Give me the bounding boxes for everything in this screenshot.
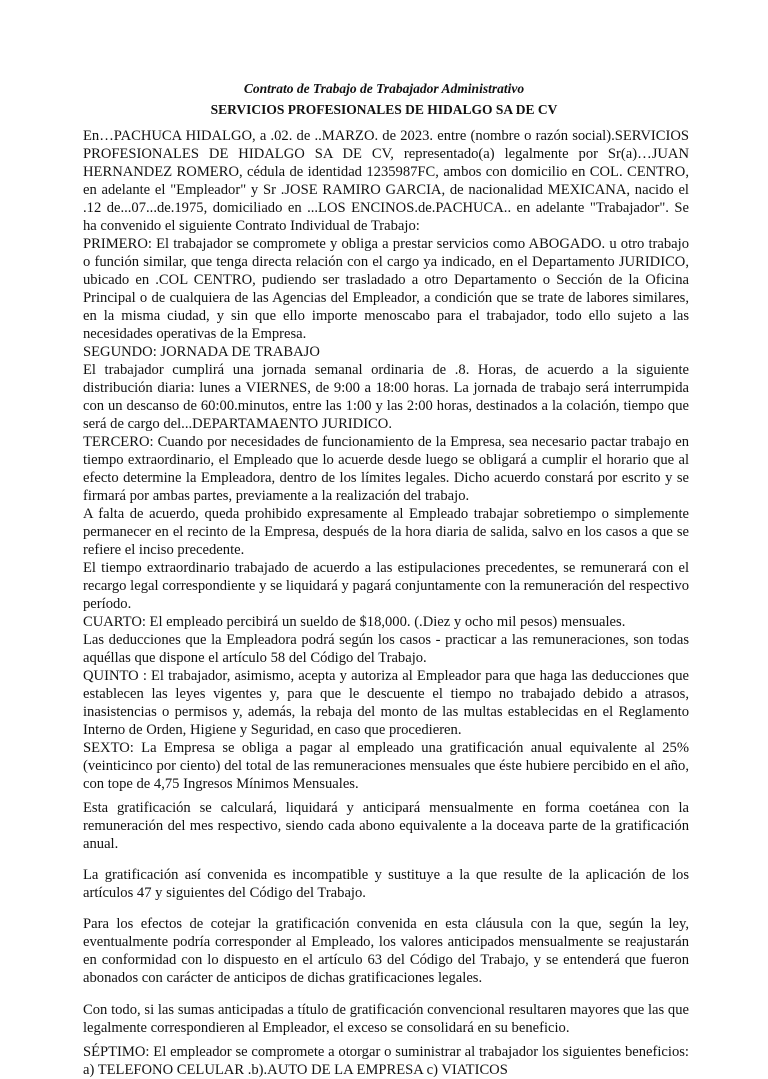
paragraph-gratificacion-exceso: Con todo, si las sumas anticipadas a título de gratificación convencional resultaren mayores que las que legalmente correspondieren al Empleador, el exceso se consolidará en su beneficio.	[83, 1002, 689, 1036]
paragraph-clause-segundo-heading: SEGUNDO: JORNADA DE TRABAJO	[83, 344, 320, 360]
paragraph-tiempo-extraordinario: El tiempo extraordinario trabajado de acuerdo a las estipulaciones precedentes, se remunerará con el recargo legal correspondiente y se liquidará y pagará conjuntamente con la remuneración del respectivo período.	[83, 560, 689, 612]
paragraph-clause-primero: PRIMERO: El trabajador se compromete y obliga a prestar servicios como ABOGADO. u otro trabajo o función similar, que tenga directa relación con el cargo ya indicado, en el Departamento JURIDICO, ubicado en .COL CENTRO, pudiendo ser trasladado a otro Departamento o Sección de la Oficina Principal o de cualquiera de las Agencias del Empleador, a condición que se trate de labores similares, en la misma ciudad, y sin que ello importe menoscabo para el trabajador, todo ello sujeto a las necesidades operativas de la Empresa.	[83, 236, 689, 342]
paragraph-gratificacion-cotejo: Para los efectos de cotejar la gratificación convenida en esta cláusula con la que, según la ley, eventualmente podría corresponder al Empleado, los valores anticipados mensualmente se reajustarán en conformidad con lo dispuesto en el artículo 63 del Código del Trabajo, y se entenderá que fueron abonados con carácter de anticipos de dichas gratificaciones legales.	[83, 916, 689, 986]
paragraph-clause-tercero: TERCERO: Cuando por necesidades de funcionamiento de la Empresa, sea necesario pactar trabajo en tiempo extraordinario, el Empleado que lo acuerde desde luego se obligará a cumplir el horario que al efecto determine la Empleadora, dentro de los límites legales. Dicho acuerdo constará por escrito y se firmará por ambas partes, previamente a la realización del trabajo.	[83, 434, 689, 504]
document-title: Contrato de Trabajo de Trabajador Administrativo	[243, 81, 525, 96]
paragraph-gratificacion-calculo: Esta gratificación se calculará, liquidará y anticipará mensualmente en forma coetánea con la remuneración del mes respectivo, siendo cada abono equivalente a la doceava parte de la gratificación anual.	[83, 800, 689, 852]
document-body	[83, 127, 689, 1079]
paragraph-parties: En…PACHUCA HIDALGO, a .02. de ..MARZO. de 2023. entre (nombre o razón social).SERVICIOS PROFESIONALES DE HIDALGO SA DE CV, representado(a) legalmente por Sr(a)…JUAN HERNANDEZ ROMERO, cédula de identidad 1235987FC, ambos con domicilio en COL. CENTRO, en adelante el "Empleador" y Sr .JOSE RAMIRO GARCIA, de nacionalidad MEXICANA, nacido el .12 de...07...de.1975, domiciliado en ...LOS ENCINOS.de.PACHUCA.. en adelante "Trabajador". Se ha convenido el siguiente Contrato Individual de Trabajo:	[83, 128, 689, 234]
paragraph-clause-quinto: QUINTO : El trabajador, asimismo, acepta y autoriza al Empleador para que haga las deducciones que establecen las leyes vigentes y, para que le descuente el tiempo no trabajado debido a atrasos, inasistencias o permisos y, además, la rebaja del monto de las multas establecidas en el Reglamento Interno de Orden, Higiene y Seguridad, en caso que procedieren.	[83, 668, 689, 738]
paragraph-jornada: El trabajador cumplirá una jornada semanal ordinaria de .8. Horas, de acuerdo a la siguiente distribución diaria: lunes a VIERNES, de 9:00 a 18:00 horas. La jornada de trabajo será interrumpida con un descanso de 60:00.minutos, entre las 1:00 y las 2:00 horas, destinados a la colación, tiempo que será de cargo del...DEPARTAMAENTO JURIDICO.	[83, 362, 689, 432]
paragraph-clause-cuarto: CUARTO: El empleado percibirá un sueldo de $18,000. (.Diez y ocho mil pesos) mensuales.	[83, 614, 626, 630]
paragraph-clause-sexto: SEXTO: La Empresa se obliga a pagar al empleado una gratificación anual equivalente al 25% (veinticinco por ciento) del total de las remuneraciones mensuales que éste hubiere percibido en el año, con tope de 4,75 Ingresos Mínimos Mensuales.	[83, 740, 689, 792]
paragraph-gratificacion-incompatible: La gratificación así convenida es incompatible y sustituye a la que resulte de la aplicación de los artículos 47 y siguientes del Código del Trabajo.	[83, 867, 689, 901]
paragraph-clause-septimo: SÉPTIMO: El empleador se compromete a otorgar o suministrar al trabajador los siguientes beneficios: a) TELEFONO CELULAR .b).AUTO DE LA EMPRESA c) VIATICOS	[83, 1044, 689, 1078]
company-heading: SERVICIOS PROFESIONALES DE HIDALGO SA DE CV	[210, 102, 558, 117]
paragraph-falta-de-acuerdo: A falta de acuerdo, queda prohibido expresamente al Empleado trabajar sobretiempo o simplemente permanecer en el recinto de la Empresa, después de la hora diaria de salida, salvo en los casos a que se refiere el inciso precedente.	[83, 506, 689, 558]
paragraph-deducciones: Las deducciones que la Empleadora podrá según los casos - practicar a las remuneraciones, son todas aquéllas que dispone el artículo 58 del Código del Trabajo.	[83, 632, 689, 666]
